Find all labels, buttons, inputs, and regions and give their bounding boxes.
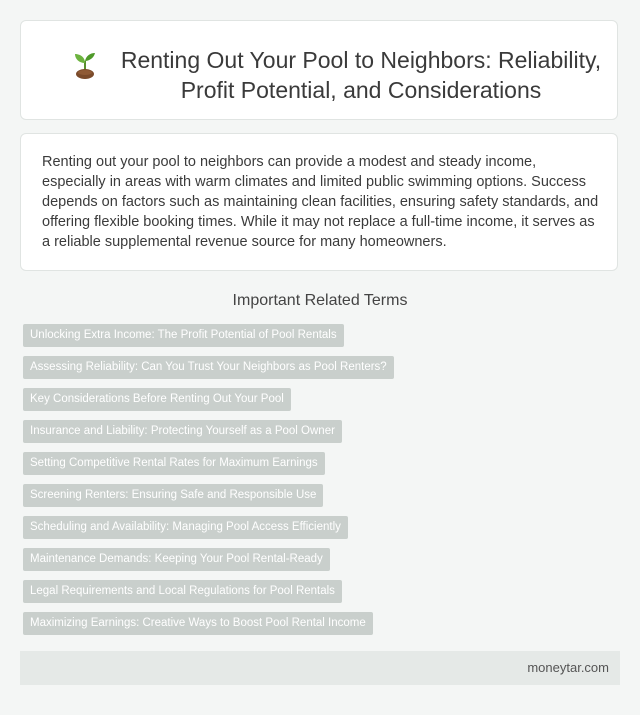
related-term-tag[interactable]: Maximizing Earnings: Creative Ways to Boost Pool Rental Income bbox=[23, 612, 373, 635]
related-term-tag[interactable]: Maintenance Demands: Keeping Your Pool Rental-Ready bbox=[23, 548, 330, 571]
related-term-tag[interactable]: Unlocking Extra Income: The Profit Potential of Pool Rentals bbox=[23, 324, 344, 347]
related-term-item bbox=[23, 484, 613, 516]
related-term-item bbox=[23, 516, 613, 548]
page-title: Renting Out Your Pool to Neighbors: Reliability, Profit Potential, and Considerations bbox=[120, 47, 602, 103]
summary-text: Renting out your pool to neighbors can provide a modest and steady income, especially in areas with warm climates and limited public swimming options. Success depends on factors such as maintaining clean facilities, ensuring safety standards, and offering flexible booking times. While it may not replace a full-time income, it serves as a reliable supplemental revenue source for many homeowners. bbox=[42, 154, 599, 250]
related-term-item bbox=[23, 580, 613, 612]
summary-card bbox=[20, 133, 618, 271]
related-term-tag[interactable]: Legal Requirements and Local Regulations for Pool Rentals bbox=[23, 580, 342, 603]
related-term-tag[interactable]: Insurance and Liability: Protecting Yourself as a Pool Owner bbox=[23, 420, 342, 443]
related-term-tag[interactable]: Setting Competitive Rental Rates for Maximum Earnings bbox=[23, 452, 325, 475]
related-term-item bbox=[23, 548, 613, 580]
sprout-icon bbox=[67, 49, 103, 85]
related-term-tag[interactable]: Screening Renters: Ensuring Safe and Responsible Use bbox=[23, 484, 323, 507]
related-term-tag[interactable]: Key Considerations Before Renting Out Your Pool bbox=[23, 388, 291, 411]
related-term-item bbox=[23, 452, 613, 484]
header-card bbox=[20, 20, 618, 120]
related-terms-list bbox=[23, 324, 613, 644]
footer-site-link[interactable]: moneytar.com bbox=[527, 660, 609, 675]
related-term-item bbox=[23, 324, 613, 356]
related-term-tag[interactable]: Scheduling and Availability: Managing Pool Access Efficiently bbox=[23, 516, 348, 539]
related-term-item bbox=[23, 420, 613, 452]
related-term-tag[interactable]: Assessing Reliability: Can You Trust Your Neighbors as Pool Renters? bbox=[23, 356, 394, 379]
related-term-item bbox=[23, 388, 613, 420]
footer bbox=[20, 651, 620, 685]
related-term-item bbox=[23, 612, 613, 644]
related-term-item bbox=[23, 356, 613, 388]
related-terms-heading: Important Related Terms bbox=[232, 292, 408, 309]
